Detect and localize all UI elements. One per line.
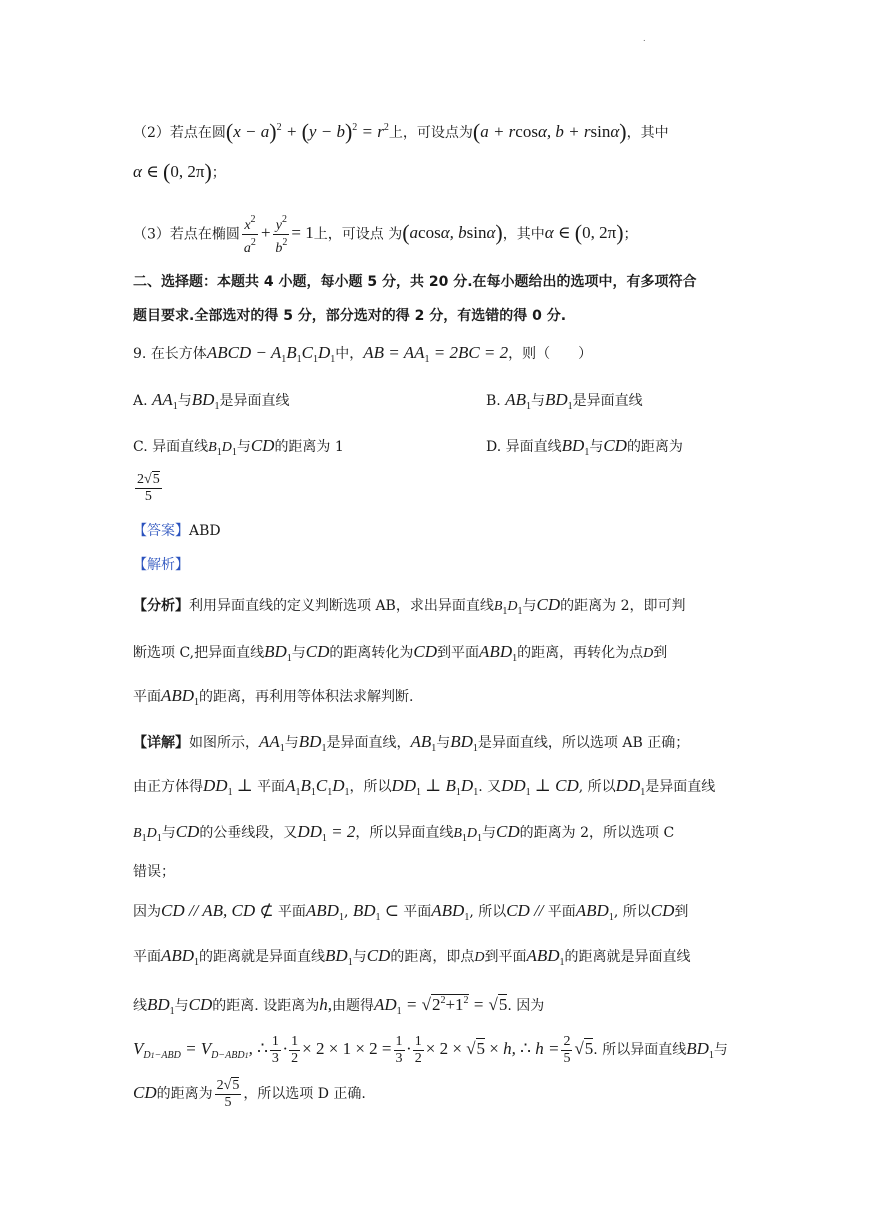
item-2-suffix: ，其中: [626, 125, 669, 141]
xiangjie-line-9: CD的距离为 $\frac{2√5}{5}$ ，所以选项 D 正确.: [133, 1077, 366, 1110]
ellipse-equation: $\frac{x^2}{a^2}$ + $\frac{y^2}{b^2}$ = 1: [243, 214, 314, 256]
xiangjie-line-1: 【详解】如图所示，$AA_1$与$BD_1$是异面直线，$AB_1$与$BD_1$是异面直线，所以选项 AB 正确；: [133, 732, 690, 754]
item-2-mid: 上，可设点为: [388, 125, 473, 141]
xiangjie-line-3: $B_1D_1$与CD的公垂线段，又$DD_1 = 2$，所以异面直线$B_1D_1$与CD的距离为 2，所以选项 C: [133, 822, 675, 844]
alpha-range: α ∈ (0, 2π): [133, 159, 212, 184]
xiangjie-line-2: 由正方体得$DD_1$ ⊥ 平面$A_1B_1C_1D_1$，所以$DD_1$ ⊥ $B_1D_1$. 又$DD_1$ ⊥ CD, 所以$DD_1$是异面直线: [133, 776, 716, 798]
item-3-line: （3）若点在椭圆 $\frac{x^2}{a^2}$ + $\frac{y^2}{b^2}$ = 1上，可设点 为(acosα, bsinα)，其中α ∈ (0, 2π)；: [133, 214, 638, 256]
answer-line: [133, 521, 221, 541]
xiangjie-line-5: 因为CD // AB, CD ⊄ 平面$ABD_1$, $BD_1$ ⊂ 平面$ABD_1$, 所以CD // 平面$ABD_1$, 所以CD到: [133, 901, 689, 923]
xiangjie-line-4: 错误；: [133, 864, 175, 880]
question-number: 9.: [133, 346, 147, 362]
section-heading-line-1: 二、选择题：本题共 4 小题，每小题 5 分，共 20 分.在每小题给出的选项中，有多项符合: [133, 274, 697, 290]
xiangjie-line-6: 平面$ABD_1$的距离就是异面直线$BD_1$与CD的距离，即点D到平面$ABD_1$的距离就是异面直线: [133, 946, 691, 968]
fenxi-line-3: 平面$ABD_1$的距离，再利用等体积法求解判断.: [133, 686, 414, 708]
item-3-mid: 上，可设点 为: [313, 226, 403, 243]
xiangjie-line-8: $V_{D1-ABD} = V_{D-ABD1}$, ∴ $\frac{1}{3}$ · $\frac{1}{2}$ × 2 × 1 × 2 = $\frac{1}{3}$ · $\frac{1}{2}$ × 2 × √5 × h, ∴ h = $\frac{2}{5}$ √5. 所以异面直线$BD_1$与: [133, 1033, 728, 1066]
answer-label: 【答案】: [133, 523, 189, 539]
fenxi-line-2: 断选项 C,把异面直线$BD_1$与CD的距离转化为CD到平面$ABD_1$的距离，再转化为点D到: [133, 642, 668, 664]
xiangjie-line-7: 线$BD_1$与CD的距离. 设距离为h,由题得$AD_1 = √2^2+1^2 = √5$. 因为: [133, 995, 545, 1017]
option-a: A. $AA_1$与$BD_1$是异面直线: [133, 390, 290, 412]
header-mark: .: [643, 34, 646, 43]
circle-point: (a + rcosα, b + rsinα): [472, 119, 627, 144]
option-d: D. 异面直线$BD_1$与CD的距离为: [486, 436, 683, 458]
edge-condition: AB = $AA_1 = 2BC = 2$: [363, 343, 509, 365]
item-2-prefix: （2）若点在圆: [133, 125, 226, 141]
analysis-label: 【解析】: [133, 557, 189, 573]
ellipse-point: (acosα, bsinα): [402, 220, 503, 246]
option-c: C. 异面直线$B_1D_1$与CD的距离为 1: [133, 436, 344, 458]
section-heading-line-2: 题目要求.全部选对的得 5 分，部分选对的得 2 分，有选错的得 0 分.: [133, 308, 567, 324]
cuboid-name: ABCD − $A_1B_1C_1D_1$: [206, 343, 336, 365]
volume-equation: $V_{D1-ABD} = V_{D-ABD1}$, ∴ $\frac{1}{3}$ · $\frac{1}{2}$ × 2 × 1 × 2 = $\frac{1}{3}$ · $\frac{1}{2}$ × 2 × √5 × h, ∴ h = $\frac{2}{5}$ √5: [133, 1033, 594, 1066]
circle-equation: $(x - a)^2 + (y - b)^2 = r^2$: [225, 119, 389, 144]
option-d-value: $\frac{2√5}{5}$: [137, 472, 160, 504]
fenxi-line-1: 【分析】利用异面直线的定义判断选项 AB，求出异面直线$B_1D_1$与CD的距离为 2，即可判: [133, 595, 686, 617]
item-3-prefix: （3）若点在椭圆: [133, 226, 240, 243]
item-2-line: [133, 118, 669, 143]
option-b: B. $AB_1$与$BD_1$是异面直线: [486, 390, 643, 412]
item-2-range: α ∈ (0, 2π)；: [133, 159, 226, 184]
question-9-stem: 9. 在长方体ABCD − $A_1B_1C_1D_1$中，AB = $AA_1 = 2BC = 2$，则（ ）: [133, 343, 593, 365]
answer-value: ABD: [189, 523, 221, 539]
